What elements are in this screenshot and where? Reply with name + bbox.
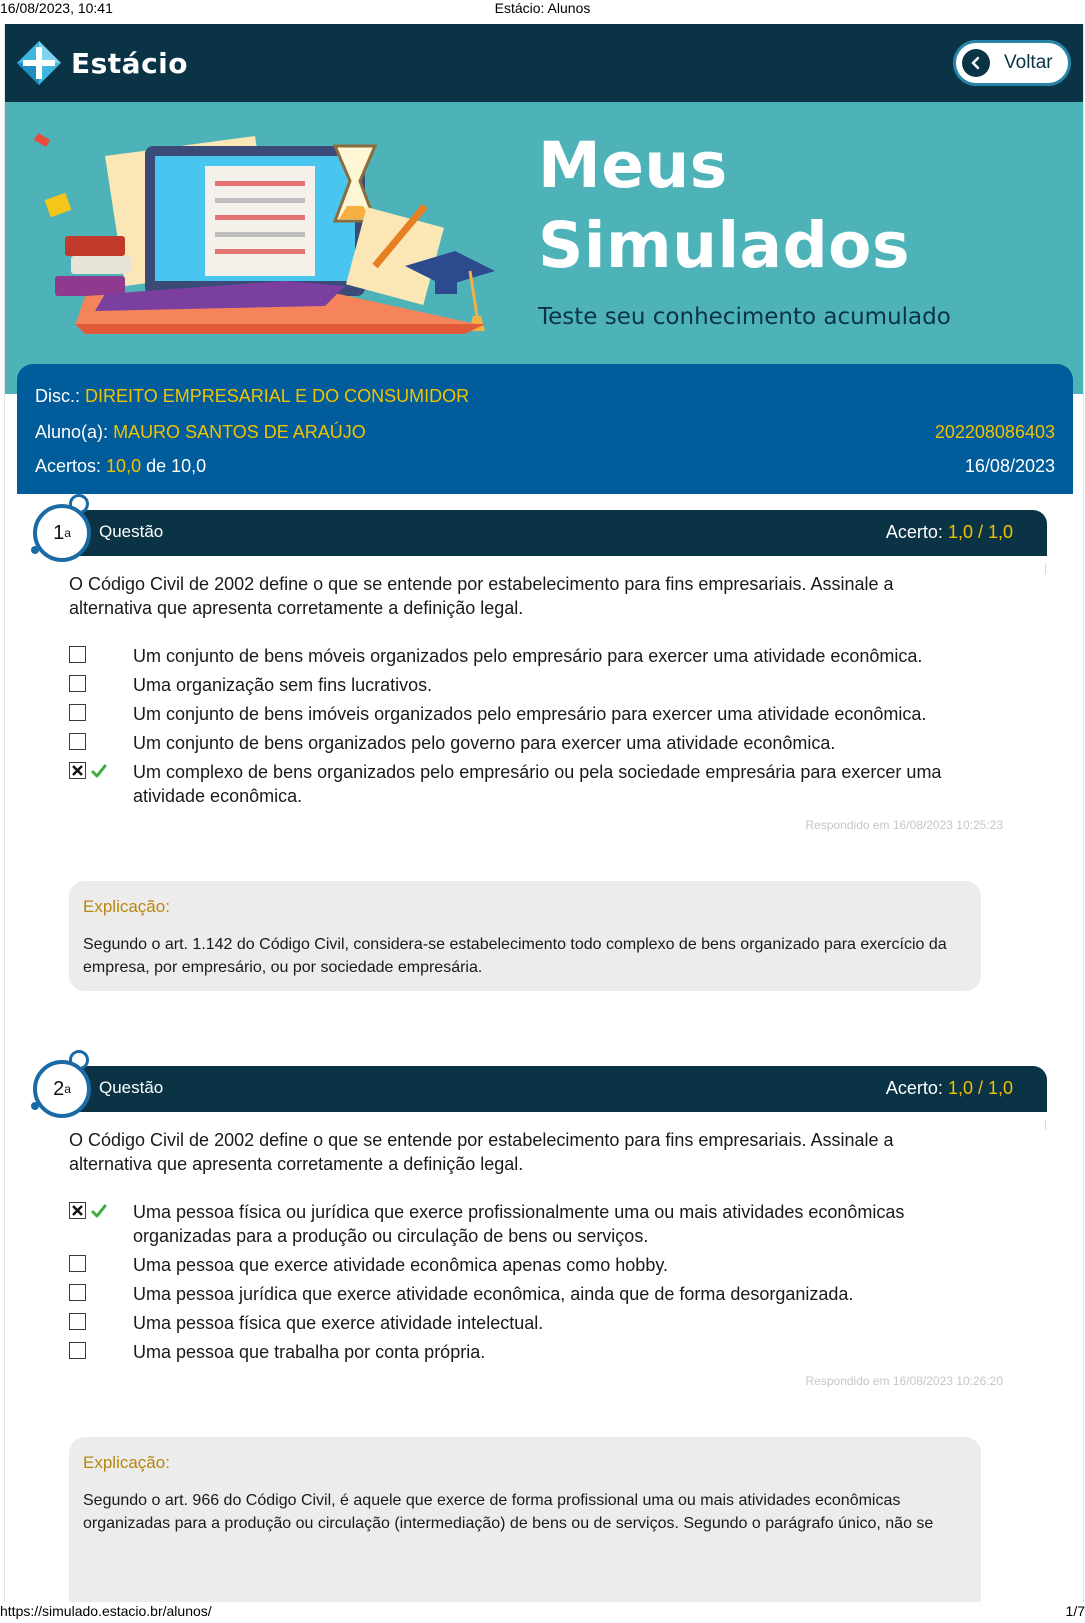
discipline-row (35, 386, 469, 407)
option-checkbox[interactable] (69, 1284, 86, 1301)
student-id: 202208086403 (934, 422, 1055, 442)
top-bar (5, 24, 1084, 102)
question-score (886, 1078, 1013, 1099)
print-title: Estácio: Alunos (494, 0, 591, 16)
print-timestamp: 16/08/2023, 10:41 (0, 0, 113, 16)
option-checkbox[interactable] (69, 1313, 86, 1330)
option-text: Uma pessoa jurídica que exerce atividade econômica, ainda que de forma desorganizada. (133, 1284, 854, 1304)
study-illustration (25, 126, 515, 346)
option-text: Uma pessoa física que exerce atividade intelectual. (133, 1313, 544, 1333)
question-score-label: Acerto: (885, 1078, 943, 1098)
page-title-line2: Simulados (538, 209, 910, 282)
student-name: MAURO SANTOS DE ARAÚJO (113, 422, 366, 442)
correct-check-icon (91, 1203, 107, 1219)
question-number-badge (33, 504, 91, 562)
estacio-logo[interactable] (15, 38, 188, 88)
question-number: 1 (53, 521, 65, 544)
page-title (538, 126, 910, 286)
print-header (0, 0, 1085, 22)
hero-banner (5, 102, 1084, 394)
explanation-title: Explicação: (83, 897, 170, 916)
brand-name: Estácio (71, 46, 189, 80)
option-text: Uma pessoa que exerce atividade econômica apenas como hobby. (133, 1255, 668, 1275)
score-label: Acertos: (35, 456, 102, 476)
print-url: https://simulado.estacio.br/alunos/ (0, 1603, 212, 1619)
score-value: 10,0 (106, 456, 142, 476)
discipline-label: Disc.: (35, 386, 80, 406)
explanation-box (69, 1437, 981, 1602)
question-stem: O Código Civil de 2002 define o que se entende por estabelecimento para fins empresariais. Assinale a alternativa que apresenta corretamente a definição legal. (69, 1130, 894, 1174)
question-header (45, 510, 1047, 556)
question-label: Questão (99, 522, 164, 541)
option-checkbox-checked[interactable] (69, 1202, 86, 1219)
option-text: Um conjunto de bens organizados pelo governo para exercer uma atividade econômica. (133, 733, 836, 753)
question-score-value: 1,0 / 1,0 (947, 522, 1013, 542)
option-text: Um complexo de bens organizados pelo empresário ou pela sociedade empresária para exercer uma atividade econômica. (133, 762, 942, 806)
question-label: Questão (99, 1078, 164, 1097)
score-row (35, 456, 206, 477)
back-button[interactable] (953, 40, 1071, 86)
estacio-logo-icon (15, 39, 63, 87)
x-mark-icon (71, 1204, 84, 1217)
print-footer (0, 1603, 1085, 1623)
page-title-line1: Meus (538, 129, 728, 202)
student-label: Aluno(a): (35, 422, 109, 442)
question-border (1045, 564, 1046, 574)
x-mark-icon (71, 764, 84, 777)
chevron-left-icon (962, 49, 990, 77)
option-text: Uma pessoa física ou jurídica que exerce profissionalmente uma ou mais atividades econômicas organizadas para a produção ou circulação de bens ou serviços. (133, 1202, 905, 1246)
back-button-label: Voltar (1004, 52, 1053, 73)
question-stem: O Código Civil de 2002 define o que se entende por estabelecimento para fins empresariais. Assinale a alternativa que apresenta corretamente a definição legal. (69, 574, 894, 618)
answered-timestamp: Respondido em 16/08/2023 10:25:23 (805, 818, 1003, 832)
answered-timestamp: Respondido em 16/08/2023 10:26:20 (805, 1374, 1003, 1388)
option-checkbox[interactable] (69, 733, 86, 750)
option-text: Um conjunto de bens móveis organizados pelo empresário para exercer uma atividade econômica. (133, 646, 923, 666)
question-ordinal: a (64, 526, 71, 540)
question-score-label: Acerto: (885, 522, 943, 542)
option-text: Uma pessoa que trabalha por conta própria. (133, 1342, 486, 1362)
option-checkbox[interactable] (69, 675, 86, 692)
option-checkbox[interactable] (69, 1342, 86, 1359)
option-text: Uma organização sem fins lucrativos. (133, 675, 433, 695)
student-row (35, 422, 366, 443)
option-checkbox[interactable] (69, 704, 86, 721)
option-checkbox[interactable] (69, 1255, 86, 1272)
explanation-text: Segundo o art. 966 do Código Civil, é aquele que exerce de forma profissional uma ou mais atividades econômicas organizadas para a produção ou circulação (intermediação) de bens ou de serviços. Segundo o parágrafo único, não se (83, 1492, 934, 1532)
question-score-value: 1,0 / 1,0 (947, 1078, 1013, 1098)
question-score (886, 522, 1013, 543)
exam-date: 16/08/2023 (964, 456, 1055, 476)
explanation-title: Explicação: (83, 1453, 170, 1472)
page-content (4, 24, 1084, 1602)
option-text: Um conjunto de bens imóveis organizados pelo empresário para exercer uma atividade econômica. (133, 704, 927, 724)
print-page-number: 1/7 (1065, 1603, 1085, 1619)
question-ordinal: a (64, 1082, 71, 1096)
question-number: 2 (53, 1077, 65, 1100)
discipline-value: DIREITO EMPRESARIAL E DO CONSUMIDOR (85, 386, 470, 406)
option-checkbox-checked[interactable] (69, 762, 86, 779)
question-border (1045, 1120, 1046, 1130)
exam-info-panel (17, 364, 1073, 494)
option-checkbox[interactable] (69, 646, 86, 663)
question-number-badge (33, 1060, 91, 1118)
question-header (45, 1066, 1047, 1112)
page-subtitle: Teste seu conhecimento acumulado (538, 304, 951, 330)
explanation-box (69, 881, 981, 991)
score-total: de 10,0 (146, 456, 207, 476)
explanation-text: Segundo o art. 1.142 do Código Civil, considera-se estabelecimento todo complexo de bens organizado para exercício da empresa, por empresário, ou por sociedade empresária. (83, 936, 947, 976)
correct-check-icon (91, 763, 107, 779)
